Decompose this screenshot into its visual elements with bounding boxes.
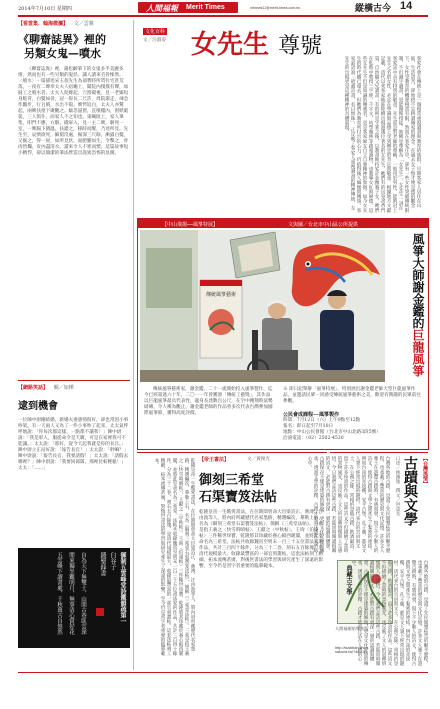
url-line: mtnews11@merit-times.com.tw xyxy=(250,6,300,10)
page-bottom-rule xyxy=(18,672,428,673)
masthead-rule xyxy=(18,15,428,17)
article-chance xyxy=(18,384,130,524)
article-kicker: 【台灣風情】 xyxy=(422,456,428,486)
article-byline: 文／汪淑姿 xyxy=(143,38,166,43)
info-line: 洽詢電話：（02）2502-4530 xyxy=(283,436,344,441)
feature-info-box xyxy=(283,411,421,445)
banner-text: 傳統風箏藝術 xyxy=(205,292,237,298)
info-line: 報名：即日起至7月10日 xyxy=(283,424,334,429)
article-body-col: 客家社會在傳統上是一個相當重視讀書與教育的族群，早期客家人居住在山區，生活清苦，卻始終不忘耕讀傳家的理念。在過去女子無才便是德的觀念下，女性受教育的機會相當有限，然而在客家庄中，卻有一些女性突破傳統限制，不但識字讀書，更能開館授徒，被鄉里尊稱為「女先生」。女先生一詞在客家話中具有特別的敬意，先生原是對老師的尊稱，一般用於男性，能被冠上先生之名的女性，必定在學識與品德上受到鄉里的肯定與敬重。根據地方文獻記載，清代以來客家地區陸續出現過幾位著名的女先生，她們有的出身書香門第，自幼隨父兄讀書；有的則是守寡之後，以教書維持家計並撫養子女。她們在私塾中教授三字經、千字文、幼學瓊林等啟蒙讀物，也教導女紅與婦德。這些女先生不但是知識的傳遞者，更是客家婦女自立自強精神的象徵。如今女先生的時代雖已遠去，但她們為教育所付出的心力，仍值得後人緬懷與傳頌。客家諺語說「唔讀詩書，有目無珠」，正反映了客家人重視讀書的精神傳統，女先生的出現更是這種精神的具體展現。 xyxy=(344,56,421,213)
kite-photo xyxy=(140,230,385,382)
article-kicker: 文化百科 xyxy=(145,29,166,35)
article-body-left: 乾隆皇帝一生酷愛書法，在位期間曾命大臣梁詩正、蔣溥、汪由敦等人，將內府所藏歷代名家墨跡，精選編次，摹勒上石，名為《御刻三希堂石渠寶笈法帖》，簡稱《三希堂法帖》。三希是指王羲之〈快雪時晴帖〉、王獻之〈中秋帖〉、王珣〈伯遠帖〉三件稀世珍寶，乾隆將其珍藏於養心殿西暖閣，並將此室命名為三希堂。法帖共收錄魏晉至明末一百三十五位書法家的作品，共計三百四十餘件，分為三十二卷，刻石五百餘塊，是清代規模最大、收錄最豐富的一部官刻叢帖。這套法帖刻工精細，拓本流傳甚廣，對後世書法的學習與研究產生了深遠的影響，至今仍是習字者重要的臨摹範本。 xyxy=(154,458,195,656)
article-title: 逮到機會 xyxy=(18,401,58,412)
article-calligraphy-art xyxy=(137,452,327,667)
article-body: 《聊齋誌異》裡，蒲松齡筆下的女鬼多半美麗多情，然而也有一些另類的鬼怪，讓人讀來毛骨悚然。〈噴水〉一篇描述宋玉叔先生為部曹時所賃住宅甚荒落，一夜有二婢奉太夫人宿廳上，聞院內撲撲有聲，如縫工之噴水者。太夫人促婢起，穴窗窺視，見一老嫗短身駝背，白髮如帚，冠一髻長二尺許，周院環走，竦急作鸛步，行且噴，水出不窮。婢愕返白，太夫人亦驚起，兩婢扶窗下聚觀之。嫗忽逼窗，直噴欞內，窗紙破裂，三人俱仆，而家人不之知也。東曦既上，家人畢集，叩門不應，方駭。撬扉入，見一主二婢，駢死一室，一婢膈下猶溫。扶灌之，移時而醒，乃述所見。先生至，哀憤欲死，細窮沒處，掘深三尺餘，漸露白髮，又掘之，得一屍，如所見狀，面肥腫如生。令擊之，骨肉皆爛，皮內盡清水。讀來令人不寒而慄，這篇故事短小精悍，卻以簡潔的筆法營造出詭異恐怖的氛圍。 xyxy=(18,67,129,156)
article-kicker: 【看雲集．翰海微瀾】 文／雲翼 xyxy=(18,21,94,27)
feature-vertical-title: 風箏大師謝金鑑的巨龍風箏 xyxy=(411,233,425,377)
info-title: 公民會成課程──風箏製作 xyxy=(283,412,340,418)
article-title: 《聊齋誌異》裡的 另類女鬼—噴水 xyxy=(18,33,106,60)
column-divider xyxy=(133,20,134,670)
info-line: 地點：中山公民會館（台北市中山北路3段5號） xyxy=(283,430,381,435)
page-number: 14 xyxy=(400,0,413,12)
book-url[interactable]: http://tsaixtian.shop. sakuna.tw/?483-01 xyxy=(335,646,369,654)
article-body: 台灣各地的古蹟，見證了先民開墾拓荒的艱辛歷程，也承載了豐富的歷史與文化記憶。許多文人雅士在遊覽古蹟時，有感而發，寫下不少動人的詩文，使得古蹟與文學之間產生了緊密的連結。例如台南的赤崁樓、安平古堡、孔子廟，都是文人筆下經常出現的題材。清代來台的官員與文士，在公務之餘，常相約登臨古蹟，飲酒賦詩，留下許多珍貴的作品。這些詩文不但描繪了當時的景物風光，也反映了文人的思鄉情懷與人生感悟。今日我們走訪這些古蹟，若能同時閱讀相關的詩文，必能對古蹟有更深一層的認識與體會。古蹟保存不僅是建築的修復，更是文化記憶的傳承，透過文學的詮釋，古蹟才能真正活在人們的心中。 xyxy=(307,456,390,553)
feature-header: 【中山飛揚──風箏特展】 文與圖／台北市中山區公所提供 xyxy=(138,219,428,228)
book-title: 典藏古文學 xyxy=(345,565,352,595)
article-byline: 文／黃俊光 xyxy=(247,457,270,462)
masthead xyxy=(0,0,440,18)
feature-kite xyxy=(137,218,429,450)
calligraphy-block xyxy=(18,548,130,648)
calligraphy-col: 御制五雲峰堂詩鑑韻疏第一 xyxy=(119,552,126,624)
logo-block xyxy=(138,2,238,13)
article-body: 一位陳中尉剛結婚，新婚夫妻感情很好，卻也常因小事吵架。有一天兩人又為了一件小事吵了起來，太太氣呼呼地說：「你每次都這樣，一點都不讓我！」陳中尉說：「我是軍人，服從命令是天職，可是在家裡我可不能讓。」太太說：「那好，從今天起我就是你的長官。」陳中尉立正站好說：「報告長官！」太太說：「幹嘛？」陳中尉說：「報告長官，我要請假！」太太說：「請假去哪裡？」陳中尉說：「我要回部隊，那裡比較輕鬆！」太太：「……」 xyxy=(18,418,129,471)
calligraphy-col: 自為天下無雙士，山間古巷臥雲深 xyxy=(80,552,86,635)
logo-en: Merit Times xyxy=(186,3,225,11)
article-byline: 口述／林漢逸 撰文／洪彥丞 xyxy=(395,456,400,516)
article-kicker: 【網路笑話】 輯／如樺 xyxy=(18,385,74,391)
article-title: 古蹟與文學 xyxy=(402,456,418,526)
calligraphy-col: 五雲峰下讀書處，千秋萬古自悠然 xyxy=(56,552,62,635)
section-name: 縱橫古今 xyxy=(355,4,392,14)
calligraphy-col: 閒來獨坐觀明月，無事清心賞好花 xyxy=(68,552,74,635)
book-line: 人間福報結集出版 xyxy=(335,626,369,631)
article-kicker: 【帝王書法】 xyxy=(199,457,230,463)
article-ghost xyxy=(18,20,130,280)
calligraphy-col: 臼谷子 xyxy=(109,552,116,570)
logo-cn: 人間福報 xyxy=(146,3,178,13)
article-body-right: 乾隆皇帝一生酷愛書法，在位期間曾命大臣梁詩正、蔣溥、汪由敦等人，將內府所藏歷代名家墨跡，精選編次，摹勒上石，名為《御刻三希堂石渠寶笈法帖》，簡稱《三希堂法帖》。三希是指王羲之〈快雪時晴帖〉、王獻之〈中秋帖〉、王珣〈伯遠帖〉三件稀世珍寶，乾隆將其珍藏於養心殿西暖閣，並將此室命名為三希堂。法帖共收錄魏晉至明末一百三十五位書法家的作品，共計三百四十餘件，分為三十二卷，刻石五百餘塊，是清代規模最大、收錄最豐富的一部官刻叢帖。這套法帖刻工精細，拓本流傳甚廣，對後世書法的學習與研究產生了深遠的影響，至今仍是習字者重要的臨摹範本。 xyxy=(199,510,324,569)
article-classics xyxy=(307,452,428,558)
article-hakka xyxy=(137,20,427,216)
article-title: 御刻三希堂 石渠寶笈法帖 xyxy=(199,473,278,505)
article-title: 女先生 尊號 xyxy=(191,30,323,60)
feature-caption-left: 傳統風箏藝術家，謝金鑑，二十一歲開始投入風箏製作，迄今已經超過六十年，二〇一一年曾獲頒「傳統工藝獎」，其作品以巨龍風箏最具代表性，龍身長達數百公尺，在空中翱翔時氣勢磅礡，令人嘆為觀止。謝金鑑老師的作品曾多次代表台灣參加國際風箏節，獲得高度評價。 xyxy=(144,387,273,416)
kite-photo-illustration xyxy=(140,230,385,382)
date-line: 2014年7月10日 星期四 xyxy=(18,6,72,12)
calligraphy-seal xyxy=(96,608,104,616)
calligraphy-col: 錢聖鋒書 xyxy=(99,552,106,576)
info-line: 時間：7月12日（六）上午9點至12點 xyxy=(283,418,361,423)
feature-caption-right: ※ 即日起舉辦「風箏特展」，特別展出謝金鑑老師大型巨龍風箏作品，並邀請民眾一同感受傳統風箏藝術之美，歡迎有興趣的民眾前往參觀。 xyxy=(283,387,421,404)
article-classics-body-cont: 台灣各地的古蹟，見證了先民開墾拓荒的艱辛歷程，也承載了豐富的歷史與文化記憶。許多文人雅士在遊覽古蹟時，有感而發，寫下不少動人的詩文，使得古蹟與文學之間產生了緊密的連結。例如台南的赤崁樓、安平古堡、孔子廟，都是文人筆下經常出現的題材。清代來台的官員與文士，在公務之餘，常相約登臨古蹟，飲酒賦詩，留下許多珍貴的作品。這些詩文不但描繪了當時的景物風光，也反映了文人的思鄉情懷與人生感悟。今日我們走訪這些古蹟，若能同時閱讀相關的詩文，必能對古蹟有更深一層的認識與體會。古蹟保存不僅是建築的修復，更是文化記憶的傳承，透過文學的詮釋，古蹟才能真正活在人們的心中。 xyxy=(351,560,428,666)
